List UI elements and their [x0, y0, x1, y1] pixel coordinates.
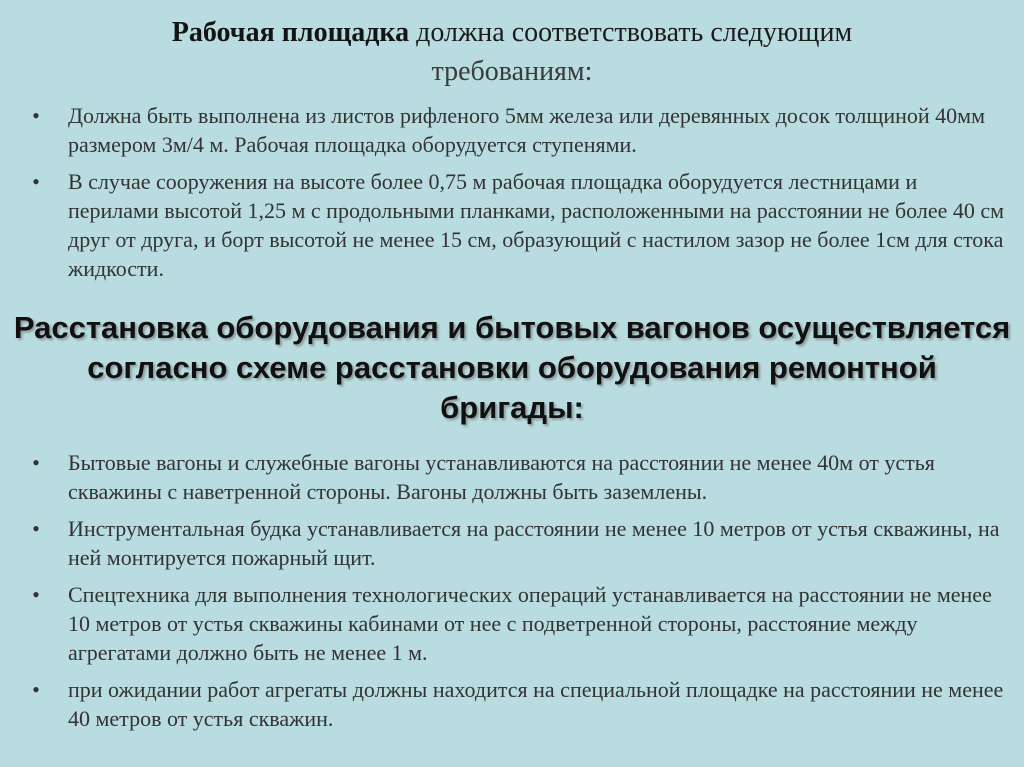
slide-heading	[40, 13, 984, 91]
list-item-text: В случае сооружения на высоте более 0,75 м рабочая площадка оборудуется лестницами и перилами высотой 1,25 м с продольными планками, расположенными на расстоянии не более 40 см друг от друга, и борт высотой не менее 15 см, образующий с настилом зазор не более 1см для стока жидкости.	[68, 169, 1005, 281]
requirements-list	[26, 101, 1006, 291]
bullet-icon: •	[32, 103, 40, 128]
bullet-icon: •	[32, 677, 40, 702]
list-item	[26, 448, 1016, 506]
list-item	[26, 580, 1016, 667]
bullet-icon: •	[32, 516, 40, 541]
list-item	[26, 101, 1006, 159]
heading-rest-text: должна соответствовать следующим	[409, 17, 853, 48]
subheading-line-1: Расстановка оборудования и бытовых вагонов осуществляется	[13, 310, 1011, 345]
list-item-text: Должна быть выполнена из листов рифленого 5мм железа или деревянных досок толщиной 40мм размером 3м/4 м. Рабочая площадка оборудуется ступенями.	[68, 103, 986, 157]
bullet-icon: •	[32, 582, 40, 607]
subheading-line-2: согласно схеме расстановки оборудования ремонтной	[87, 350, 937, 385]
bullet-icon: •	[32, 169, 40, 194]
placement-list	[26, 448, 1016, 741]
subheading-line-3: бригады:	[440, 390, 584, 425]
list-item-text: Спецтехника для выполнения технологических операций устанавливается на расстоянии не менее 10 метров от устья скважины кабинами от нее с подветренной стороны, расстояние между агрегатами должно быть не менее 1 м.	[68, 582, 992, 665]
list-item	[26, 675, 1016, 733]
heading-line-2: требованиям:	[431, 56, 593, 87]
heading-bold-text: Рабочая площадка	[171, 17, 410, 48]
list-item-text: Инструментальная будка устанавливается на расстоянии не менее 10 метров от устья скважины, на ней монтируется пожарный щит.	[68, 516, 1000, 570]
list-item-text: при ожидании работ агрегаты должны находится на специальной площадке на расстоянии не менее 40 метров от устья скважин.	[68, 677, 1004, 731]
list-item	[26, 167, 1006, 283]
list-item-text: Бытовые вагоны и служебные вагоны устанавливаются на расстоянии не менее 40м от устья скважины с наветренной стороны. Вагоны должны быть заземлены.	[68, 450, 935, 504]
bullet-icon: •	[32, 450, 40, 475]
list-item	[26, 514, 1016, 572]
section-subheading	[0, 308, 1024, 428]
